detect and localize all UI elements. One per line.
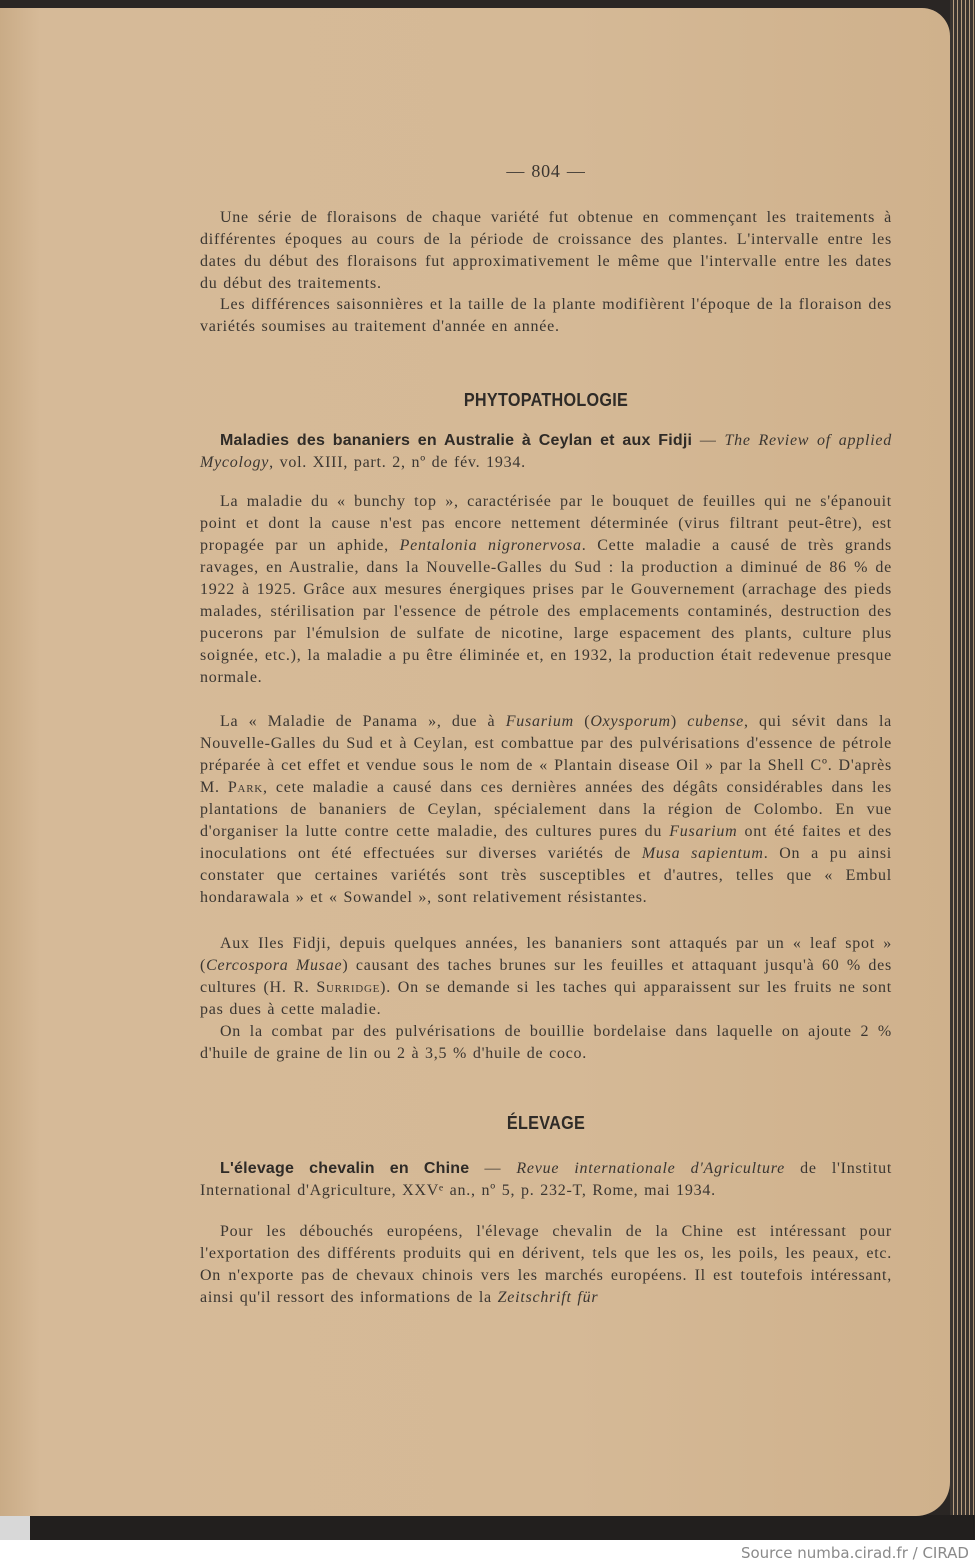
text-run: ) <box>670 713 688 730</box>
italic-text: Pentalonia nigronervosa <box>399 537 582 554</box>
text-run: Une série de floraisons de chaque variété fut obtenue en commençant les traitements à différentes époques au cours de la période de croissance des plantes. L'intervalle entre les dates du début des floraisons fut approximativement le même que l'intervalle entre les dates du début des traitements. <box>200 209 892 292</box>
section-heading: ÉLEVAGE <box>506 1113 586 1133</box>
text-run: Les différences saisonnières et la taille de la plante modifièrent l'époque de la floraison des variétés soumises au traitement d'année en année. <box>200 296 892 335</box>
author-name: Park <box>227 779 263 796</box>
source-credit: Source numba.cirad.fr / CIRAD <box>740 1544 969 1562</box>
intro-paragraph <box>200 294 892 338</box>
italic-text: Oxysporum <box>590 713 671 730</box>
article-heading-text: L'élevage chevalin en Chine <box>220 1160 470 1177</box>
article-heading-text: Maladies des bananiers en Australie à Ceylan et aux Fidji <box>220 432 693 449</box>
text-run: Pour les débouchés européens, l'élevage chevalin de la Chine est intéressant pour l'exportation des différents produits qui en dérivent, tels que les os, les poils, les peaux, etc. On n'exporte pas de chevaux chinois vers les marchés européens. Il est toutefois intéressant, ainsi qu'il ressort des informations de la <box>200 1223 892 1306</box>
text-run: Aux Iles Fidji, depuis quelques années, les bananiers sont attaqués par un « leaf spot » ( <box>200 935 892 974</box>
text-run: , cete maladie a causé dans ces dernières années des dégâts considérables dans les plantations de bananiers de Ceylan, spécialement dans la région de Colombo. En vue d'organiser la lutte contre cette maladie, des cultures pures du <box>200 779 892 840</box>
book-page-edges <box>950 0 975 1540</box>
italic-text: Zeitschrift für <box>497 1289 599 1306</box>
text-run: On la combat par des pulvérisations de bouillie bordelaise dans laquelle on ajoute 2 % d'huile de graine de lin ou 2 à 3,5 % d'huile de coco. <box>200 1023 892 1062</box>
italic-text: Revue internationale d'Agriculture <box>516 1160 785 1177</box>
text-run: La « Maladie de Panama », due à <box>220 713 506 730</box>
text-run: La maladie du « bunchy top », caractérisée par le bouquet de feuilles qui ne s'épanouit point et dont la cause n'est pas encore nettement déterminée (virus filtrant peut-être), est propagée par un aphide, <box>200 493 892 554</box>
text-run: de l'Institut International d'Agriculture, XXVᵉ an., nº 5, p. 232-T, Rome, mai 1934. <box>200 1160 893 1199</box>
article-paragraph <box>200 1021 892 1065</box>
text-run: ont été faites et des inoculations ont été effectuées sur diverses variétés de <box>200 823 892 862</box>
text-run: — <box>469 1160 517 1177</box>
text-run: ). On se demande si les taches qui apparaissent sur les fruits ne sont pas dues à cette maladie. <box>200 979 893 1018</box>
page-number: — 804 — <box>506 161 586 181</box>
text-run: ) causant des taches brunes sur les feuilles et attaquant jusqu'à 60 % des cultures (H. R. <box>200 957 893 996</box>
italic-text: The Review of applied Mycology <box>200 432 892 471</box>
article-paragraph <box>200 1221 892 1309</box>
article-title <box>200 1158 892 1202</box>
text-run: . Cette maladie a causé de très grands ravages, en Australie, dans la Nouvelle-Galles du Sud : la production a diminué de 86 % de 1922 à 1925. Grâce aux mesures énergiques prises par le Gouvernement (arrachage des pieds malades, stérilisation par l'essence de pétrole des emplacements contaminés, destruction des pucerons par l'émulsion de sulfate de nicotine, large espacement des plants, culture plus soignée, etc.), la maladie a pu être éliminée et, en 1932, la production était redevenue presque normale. <box>200 537 892 686</box>
italic-text: Musa sapientum <box>641 845 764 862</box>
scan-bottom-corner <box>0 1515 30 1540</box>
scan-bottom-band <box>0 1515 975 1540</box>
article-paragraph <box>200 933 892 1021</box>
intro-paragraph <box>200 207 892 295</box>
book-page <box>0 8 950 1516</box>
text-run: , vol. XIII, part. 2, nº de fév. 1934. <box>269 454 526 471</box>
italic-text: Cercospora Musae <box>206 957 343 974</box>
italic-text: Fusarium <box>505 713 574 730</box>
text-run: ( <box>573 713 591 730</box>
text-run: , qui sévit dans la Nouvelle-Galles du Sud et à Ceylan, est combattue par des pulvérisations d'essence de pétrole préparée à cet effet et vendue sous le nom de « Plantain disease Oil » par la Shell Cº. D'après M. <box>200 713 893 796</box>
text-run: — <box>692 432 725 449</box>
section-heading: PHYTOPATHOLOGIE <box>463 390 629 410</box>
article-paragraph <box>200 491 892 689</box>
italic-text: cubense <box>687 713 744 730</box>
author-name: Surridge <box>316 979 381 996</box>
article-paragraph <box>200 711 892 909</box>
text-run: . On a pu ainsi constater que certaines variétés sont très susceptibles et d'autres, telles que « Embul hondarawala » et « Sowandel », sont relativement résistantes. <box>200 845 892 906</box>
italic-text: Fusarium <box>669 823 738 840</box>
article-title <box>200 430 892 474</box>
